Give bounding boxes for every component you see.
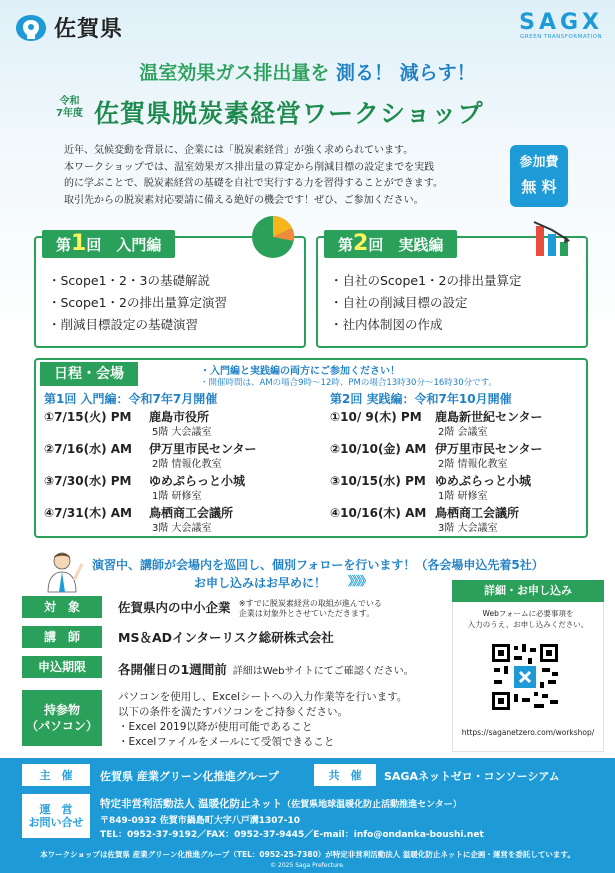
schedule-item xyxy=(44,440,314,472)
items-label xyxy=(22,690,102,746)
fee-line2: 無 料 xyxy=(521,178,557,196)
session1-heading xyxy=(42,230,175,258)
tagline-part2: 測る！ 減らす！ xyxy=(336,62,476,84)
tagline xyxy=(0,58,615,85)
commission-note: 本ワークショップは佐賀県 産業グリーン化推進グループ（TEL：0952-25-7380）が特定非営利活動法人 温暖化防止ネットに企画・運営を委託しています。 xyxy=(40,850,575,859)
schedule-room: 2階 情報化教室 xyxy=(438,459,508,470)
year-badge xyxy=(56,96,83,120)
items-line: パソコンを使用し、Excelシートへの入力作業等を行います。 xyxy=(118,691,408,703)
apply-early-message: お申し込みはお早めに！ xyxy=(194,576,327,590)
instructor-illustration-icon xyxy=(40,548,84,594)
target-label: 対 象 xyxy=(22,596,102,618)
organizer-name xyxy=(100,796,462,811)
prefecture-name: 佐賀県 xyxy=(54,17,124,42)
items-label-line1: 持参物 xyxy=(43,703,80,717)
schedule-venue: 伊万里市民センター xyxy=(149,442,257,456)
schedule-venue: ゆめぷらっと小城 xyxy=(149,474,246,488)
list-item: ・Scope1・2の排出量算定演習 xyxy=(48,295,227,310)
deadline-note: 詳細はWebサイトにてご確認ください。 xyxy=(232,666,414,677)
lecturer-label: 講 師 xyxy=(22,626,102,648)
cohost-label: 共 催 xyxy=(314,764,376,786)
tagline-part1: 温室効果ガス排出量を xyxy=(139,62,330,84)
session2-prefix: 第 xyxy=(338,236,354,254)
items-line: ・Excel 2019以降が使用可能であること xyxy=(118,721,313,733)
schedule-item xyxy=(330,408,590,440)
apply-text-line: Webフォームに必要事項を xyxy=(482,609,574,618)
items-label-line2: （パソコン） xyxy=(26,719,98,733)
session1-title: 回 入門編 xyxy=(86,236,162,254)
schedule-venue: 鹿島新世紀センター xyxy=(435,410,543,424)
apply-url-link[interactable]: https://saganetzero.com/workshop/ xyxy=(461,728,595,737)
schedule-date: ①7/15(火) PM xyxy=(44,410,132,424)
schedule-room: 5階 大会議室 xyxy=(152,427,212,438)
contact-label-line2: お問い合せ xyxy=(28,816,84,829)
schedule-room: 2階 会議室 xyxy=(438,427,488,438)
schedule-note: ・入門編と実践編の両方にご参加ください！ xyxy=(200,366,400,377)
items-line: 以下の条件を満たすパソコンをご持参ください。 xyxy=(118,706,348,718)
schedule-date: ①10/ 9(木) PM xyxy=(330,410,422,424)
list-item: ・社内体制図の作成 xyxy=(330,317,443,332)
sagx-logo xyxy=(519,12,603,40)
schedule-venue: 鳥栖商工会議所 xyxy=(149,506,234,520)
schedule-date: ③7/30(水) PM xyxy=(44,474,132,488)
session1-schedule-heading: 第1回 入門編：令和7年7月開催 xyxy=(44,392,218,406)
page-title: 佐賀県脱炭素経営ワークショップ xyxy=(94,99,484,128)
deadline-value xyxy=(118,660,414,678)
intro-line: 的に学ぶことで、脱炭素経営の基礎を自社で実行する力を習得することができます。 xyxy=(64,178,443,189)
arrow-right-icon: 》》》》 xyxy=(348,574,371,588)
schedule-room: 1階 研修室 xyxy=(438,491,488,502)
schedule-date: ②10/10(金) AM xyxy=(330,442,427,456)
free-fee-badge xyxy=(510,145,568,207)
list-item: ・削減目標設定の基礎演習 xyxy=(48,317,199,332)
intro-line: 本ワークショップでは、温室効果ガス排出量の算定から削減目標の設定までを実践 xyxy=(64,161,435,173)
organizer-subtext: （佐賀県地球温暖化防止活動推進センター） xyxy=(282,800,462,810)
year-line2: 7年度 xyxy=(56,108,83,119)
saga-prefecture-emblem-icon xyxy=(14,13,48,43)
schedule-room: 1階 研修室 xyxy=(152,491,202,502)
sagx-logo-word: SAGX xyxy=(519,10,603,35)
schedule-date: ③10/15(水) PM xyxy=(330,474,426,488)
year-line1: 令和 xyxy=(59,96,80,107)
items-line: ・Excelファイルをメールにて受領できること xyxy=(118,736,335,748)
session2-topics xyxy=(330,270,522,336)
schedule-title: 日程・会場 xyxy=(40,362,138,386)
schedule-venue: ゆめぷらっと小城 xyxy=(435,474,532,488)
schedule-venue: 鳥栖商工会議所 xyxy=(435,506,520,520)
deadline-label: 申込期限 xyxy=(22,656,102,678)
intro-line: 近年、気候変動を背景に、企業には「脱炭素経営」が強く求められています。 xyxy=(64,145,414,156)
host-value: 佐賀県 産業グリーン化推進グループ xyxy=(100,770,279,783)
list-item: ・自社の削減目標の設定 xyxy=(330,295,468,310)
schedule-venue: 鹿島市役所 xyxy=(149,410,210,424)
session2-schedule-heading: 第2回 実践編：令和7年10月開催 xyxy=(330,392,512,406)
apply-text-line: 入力のうえ、お申し込みください。 xyxy=(467,620,589,629)
organizer-contact: TEL：0952-37-9192／FAX：0952-37-9445／E-mail：info@ondanka-boushi.net xyxy=(100,830,484,840)
decreasing-bar-chart-icon xyxy=(532,218,576,258)
sagx-logo-subtitle: GREEN TRANSFORMATION xyxy=(520,34,603,40)
schedule-time-note: ・開催時間は、AMの場合9時〜12時、PMの場合13時30分〜16時30分です。 xyxy=(200,378,497,388)
list-item: ・Scope1・2・3の基礎解説 xyxy=(48,273,210,288)
contact-label-line1: 運 営 xyxy=(39,803,73,816)
schedule-item xyxy=(44,472,314,504)
schedule-date: ②7/16(水) AM xyxy=(44,442,132,456)
apply-heading: 詳細・お申し込み xyxy=(452,580,604,602)
lecturer-value: MS＆ADインターリスク総研株式会社 xyxy=(118,630,334,645)
session1-schedule-list xyxy=(44,408,314,536)
schedule-date: ④10/16(木) AM xyxy=(330,506,427,520)
session2-schedule-list xyxy=(330,408,590,536)
qr-code-icon[interactable] xyxy=(490,642,560,712)
session2-heading xyxy=(324,230,457,258)
schedule-room: 3階 大会議室 xyxy=(152,523,212,534)
contact-label xyxy=(22,794,90,838)
list-item: ・自社のScope1・2の排出量算定 xyxy=(330,273,522,288)
organizer-address: 〒849-0932 佐賀市鍋島町大字八戸溝1307-10 xyxy=(100,816,301,826)
host-label: 主 催 xyxy=(22,764,90,786)
target-note-line: ※すでに脱炭素経営の取組が進んでいる xyxy=(238,598,382,608)
schedule-item xyxy=(44,408,314,440)
session2-title: 回 実践編 xyxy=(368,236,444,254)
schedule-room: 2階 情報化教室 xyxy=(152,459,222,470)
fee-line1: 参加費 xyxy=(519,155,559,170)
schedule-item xyxy=(330,504,590,536)
intro-text xyxy=(64,143,504,209)
schedule-date: ④7/31(木) AM xyxy=(44,506,132,520)
cohost-value: SAGAネットゼロ・コンソーシアム xyxy=(384,770,560,783)
session2-number: 2 xyxy=(353,231,369,256)
schedule-item xyxy=(330,472,590,504)
target-note xyxy=(239,599,382,619)
schedule-item xyxy=(330,440,590,472)
target-value xyxy=(118,598,382,619)
schedule-item xyxy=(44,504,314,536)
follow-up-message: 演習中、講師が会場内を巡回し、個別フォローを行います！（各会場申込先着5社） xyxy=(92,558,544,572)
intro-line: 取引先からの脱炭素対応要請に備える絶好の機会です！ぜひ、ご参加ください。 xyxy=(64,194,424,206)
target-text: 佐賀県内の中小企業 xyxy=(118,600,231,615)
prefecture-logo xyxy=(14,12,123,43)
deadline-text: 各開催日の1週間前 xyxy=(118,662,227,677)
pie-chart-icon xyxy=(250,214,296,260)
session1-prefix: 第 xyxy=(56,236,72,254)
apply-instructions xyxy=(458,608,598,630)
session1-number: 1 xyxy=(71,231,87,256)
items-value xyxy=(118,690,438,750)
target-note-line: 企業は対象外とさせていただきます。 xyxy=(238,608,375,618)
organizer-text: 特定非営利活動法人 温暖化防止ネット xyxy=(100,798,283,810)
schedule-venue: 伊万里市民センター xyxy=(435,442,543,456)
session1-topics xyxy=(48,270,227,336)
schedule-room: 3階 大会議室 xyxy=(438,523,498,534)
copyright: © 2025 Saga Prefecture. xyxy=(270,862,345,869)
